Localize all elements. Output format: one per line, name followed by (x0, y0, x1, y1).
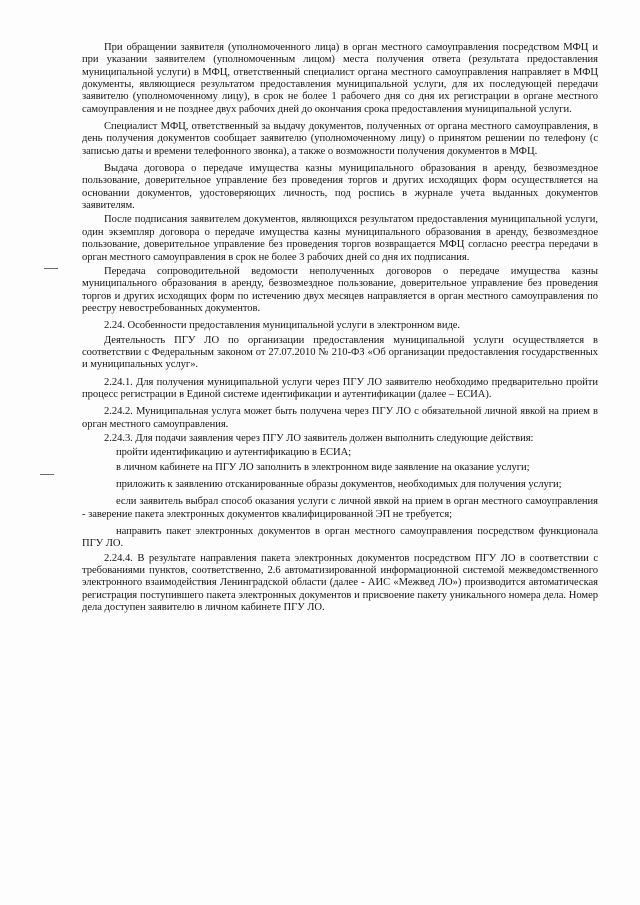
paragraph-after-signing: После подписания заявителем документов, являющихся результатом предоставления муниципальной услуги, один экземпляр договора о передаче имущества казны муниципального образования в аренду, безвозмездное пользование, доверительное управление без проведения торгов возвращается МФЦ согласно реестра передачи в орган местного самоуправления в срок не более 3 рабочих дней со дня их подписания. (82, 214, 598, 263)
paragraph-transfer-statement: Передача сопроводительной ведомости неполученных договоров о передаче имущества казны муниципального образования в аренду, безвозмездное пользование, доверительное управление без проведения торгов и других исходящих форм по истечению двух месяцев направляется в орган местного самоуправления по реестру невостребованных документов. (82, 265, 598, 314)
paragraph-contract-issuance: Выдача договора о передаче имущества казны муниципального образования в аренду, безвозмездное пользование, доверительное управление без проведения торгов и других исходящих форм осуществляется на основании документов, удостоверяющих личность, под роспись в журнале учета выданных документов заявителям. (82, 163, 598, 212)
clause-2-24-4: 2.24.4. В результате направления пакета электронных документов посредством ПГУ ЛО в соответствии с требованиями пунктов, соответственно, 2.6 автоматизированной информационной системой межведомственного электронного взаимодействия Ленинградской области (далее - АИС «Межвед ЛО») производится автоматическая регистрация поступившего пакета электронных документов и присвоение пакету уникального номера дела. Номер дела доступен заявителю в личном кабинете ПГУ ЛО. (82, 552, 598, 614)
margin-mark (40, 474, 54, 475)
paragraph-mfc-specialist: Специалист МФЦ, ответственный за выдачу документов, полученных от органа местного самоуправления, в день получения документов сообщает заявителю (уполномоченному лицу) о принятом решении по телефону (с записью даты и времени телефонного звонка), а также о возможности получения документов в МФЦ. (82, 121, 598, 157)
clause-2-24-3: 2.24.3. Для подачи заявления через ПГУ ЛО заявитель должен выполнить следующие действия: (104, 432, 534, 444)
list-item-identification: пройти идентификацию и аутентификацию в ЕСИА; (116, 447, 352, 459)
document-body (82, 42, 598, 616)
clause-2-24-2: 2.24.2. Муниципальная услуга может быть получена через ПГУ ЛО с обязательной личной явкой на прием в орган местного самоуправления. (82, 406, 598, 430)
list-item-personal-visit: если заявитель выбрал способ оказания услуги с личной явкой на прием в орган местного самоуправления - заверение пакета электронных документов квалифицированной ЭП не требуется; (82, 496, 598, 520)
list-item-attach-documents: приложить к заявлению отсканированные образы документов, необходимых для получения услуги; (116, 479, 562, 490)
clause-2-24-1: 2.24.1. Для получения муниципальной услуги через ПГУ ЛО заявителю необходимо предварительно пройти процесс регистрации в Единой системе идентификации и аутентификации (далее – ЕСИА). (82, 376, 598, 400)
section-heading-2-24: 2.24. Особенности предоставления муниципальной услуги в электронном виде. (104, 320, 461, 332)
list-item-fill-application: в личном кабинете на ПГУ ЛО заполнить в электронном виде заявление на оказание услуги; (116, 461, 530, 473)
paragraph-pgu-activity: Деятельность ПГУ ЛО по организации предоставления муниципальной услуги осуществляется в соответствии с Федеральным законом от 27.07.2010 № 210-ФЗ «Об организации предоставления государственных и муниципальных услуг». (82, 334, 598, 371)
margin-mark (44, 268, 58, 269)
paragraph-mfc-response: При обращении заявителя (уполномоченного лица) в орган местного самоуправления посредством МФЦ и при указании заявителем (уполномоченным лицом) места получения ответа (результата предоставления муниципальной услуги) в МФЦ, ответственный специалист органа местного самоуправления направляет в МФЦ документы, являющиеся результатом предоставления муниципальной услуги, для их последующей передачи заявителю (уполномоченному лицу), в срок не более 1 рабочего дня со дня их регистрации в органе местного самоуправления и не позднее двух рабочих дней до окончания срока предоставления муниципальной услуги. (82, 42, 598, 115)
list-item-send-package: направить пакет электронных документов в орган местного самоуправления посредством функционала ПГУ ЛО. (82, 526, 598, 550)
